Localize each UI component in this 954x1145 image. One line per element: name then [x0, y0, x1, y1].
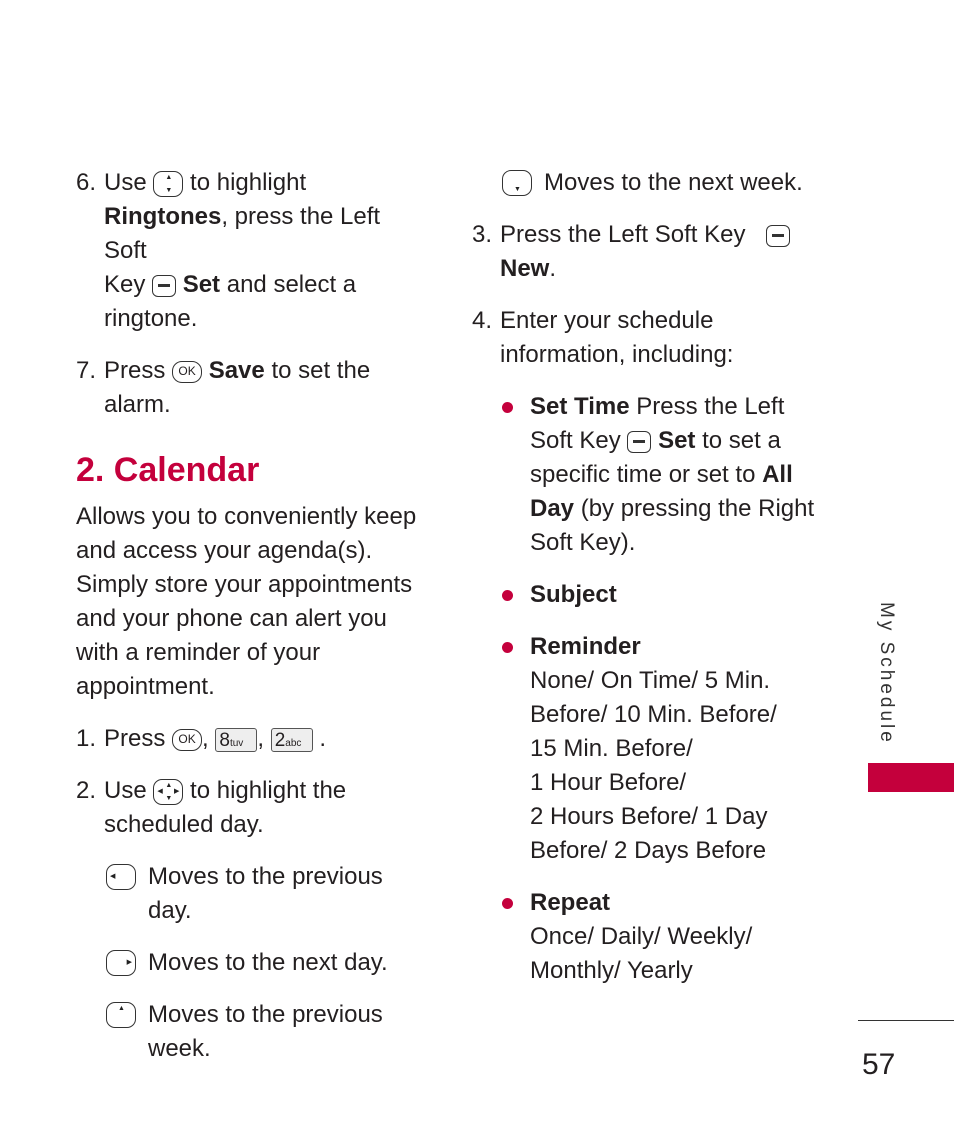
- step-number: 1.: [76, 725, 97, 752]
- key-digit: 8: [219, 729, 230, 751]
- ok-key-icon: OK: [172, 361, 202, 383]
- right-column: [472, 166, 817, 1006]
- step-number: 6.: [76, 169, 97, 196]
- option-text: Press the Left: [636, 393, 785, 420]
- step-text: and select a: [226, 271, 357, 298]
- option-text: Before/ 10 Min. Before/: [530, 701, 777, 728]
- set-label: Set: [658, 427, 696, 454]
- intro-line: and your phone can alert you: [76, 605, 387, 632]
- left-soft-key-icon: [766, 225, 790, 247]
- page-number: 57: [862, 1048, 896, 1081]
- intro-line: Allows you to conveniently keep: [76, 503, 417, 530]
- step-number: 7.: [76, 357, 97, 384]
- step-text: information, including:: [500, 341, 734, 368]
- section-side-label: My Schedule: [876, 602, 897, 745]
- separator: ,: [257, 725, 265, 752]
- left-soft-key-icon: [627, 431, 651, 453]
- step-text: Use: [104, 169, 147, 196]
- move-text: Moves to the previous day.: [148, 863, 383, 924]
- bullet-icon: [502, 898, 513, 909]
- key-2-icon: [271, 728, 313, 752]
- new-label: New: [500, 255, 550, 282]
- nav-right-icon: ▶: [106, 950, 136, 976]
- step-text: Press: [104, 725, 166, 752]
- option-text: 1 Hour Before/: [530, 769, 687, 796]
- option-label: Reminder: [530, 633, 641, 660]
- step-text: .: [549, 255, 557, 282]
- key-digit: 2: [274, 729, 286, 751]
- option-text: Before/ 2 Days Before: [530, 837, 767, 864]
- option-repeat: [500, 886, 817, 988]
- separator: .: [319, 725, 327, 752]
- step-text: Use: [104, 777, 147, 804]
- section-tab-marker: [868, 763, 954, 792]
- step-text: to highlight: [190, 169, 307, 196]
- step-text: to highlight the: [190, 777, 347, 804]
- option-label: Subject: [530, 581, 617, 608]
- step-text: alarm.: [104, 391, 171, 418]
- section-heading: 2. Calendar: [76, 451, 260, 489]
- option-label: Repeat: [530, 889, 611, 916]
- all-day-label: All: [762, 461, 793, 488]
- step-text: Press the Left Soft Key: [500, 221, 746, 248]
- step-text: Press: [104, 357, 166, 384]
- step-text: ringtone.: [104, 305, 198, 332]
- intro-line: appointment.: [76, 673, 215, 700]
- bullet-icon: [502, 402, 513, 413]
- nav-up-down-icon: ▲ ▼: [153, 171, 183, 197]
- option-label: Set Time: [530, 393, 630, 420]
- intro-line: and access your agenda(s).: [76, 537, 373, 564]
- key-letters: abc: [285, 737, 302, 749]
- intro-paragraph: [76, 500, 426, 704]
- page-number-rule: [858, 1020, 954, 1021]
- option-subject: [500, 578, 817, 612]
- option-text: 2 Hours Before/ 1 Day: [530, 803, 768, 830]
- nav-up-icon: ▲: [106, 1002, 136, 1028]
- intro-line: with a reminder of your: [76, 639, 321, 666]
- move-previous-week: [104, 998, 426, 1066]
- separator: ,: [202, 725, 209, 752]
- step-number: 3.: [472, 221, 493, 248]
- save-label: Save: [208, 357, 265, 384]
- option-text: to set a: [702, 427, 781, 454]
- move-text: Moves to the next week.: [544, 169, 803, 196]
- option-text: Soft Key: [530, 427, 621, 454]
- move-text: Moves to the next day.: [148, 949, 388, 976]
- nav-left-icon: ◀: [106, 864, 136, 890]
- step-text: Key: [104, 271, 146, 298]
- key-letters: tuv: [229, 737, 244, 749]
- step-1: [76, 722, 426, 756]
- step-3: [472, 218, 817, 286]
- intro-line: Simply store your appointments: [76, 571, 413, 598]
- set-label: Set: [182, 271, 221, 298]
- option-text: Monthly/ Yearly: [530, 957, 693, 984]
- option-text: specific time or set to: [530, 461, 756, 488]
- option-text: (by pressing the Right: [580, 495, 815, 522]
- step-number: 2.: [76, 777, 97, 804]
- option-set-time: [500, 390, 817, 560]
- option-reminder: [500, 630, 817, 868]
- key-8-icon: [215, 728, 257, 752]
- step-text: Enter your schedule: [500, 307, 714, 334]
- move-previous-day: [104, 860, 426, 928]
- ok-key-icon: OK: [172, 729, 202, 751]
- option-text: None/ On Time/ 5 Min.: [530, 667, 771, 694]
- move-text: Moves to the previous: [148, 1001, 383, 1028]
- step-4: [472, 304, 817, 372]
- option-text: 15 Min. Before/: [530, 735, 693, 762]
- nav-four-way-icon: ▲ ▼ ◀ ▶: [153, 779, 183, 805]
- left-soft-key-icon: [152, 275, 176, 297]
- option-text: Soft Key).: [530, 529, 636, 556]
- step-text: scheduled day.: [104, 811, 264, 838]
- step-7: [76, 354, 426, 422]
- move-next-week: [500, 166, 817, 200]
- step-6: [76, 166, 426, 336]
- option-text: Once/ Daily/ Weekly/: [530, 923, 753, 950]
- left-column: [76, 166, 426, 1084]
- bullet-icon: [502, 590, 513, 601]
- bullet-icon: [502, 642, 513, 653]
- step-text: to set the: [271, 357, 371, 384]
- all-day-label: Day: [530, 495, 575, 522]
- step-text: , press the Left Soft: [104, 203, 381, 264]
- move-text: week.: [148, 1035, 211, 1062]
- move-next-day: [104, 946, 426, 980]
- ringtones-label: Ringtones: [104, 203, 222, 230]
- step-2: [76, 774, 426, 842]
- options-list: [500, 390, 817, 988]
- step-number: 4.: [472, 307, 493, 334]
- nav-down-icon: ▼: [502, 170, 532, 196]
